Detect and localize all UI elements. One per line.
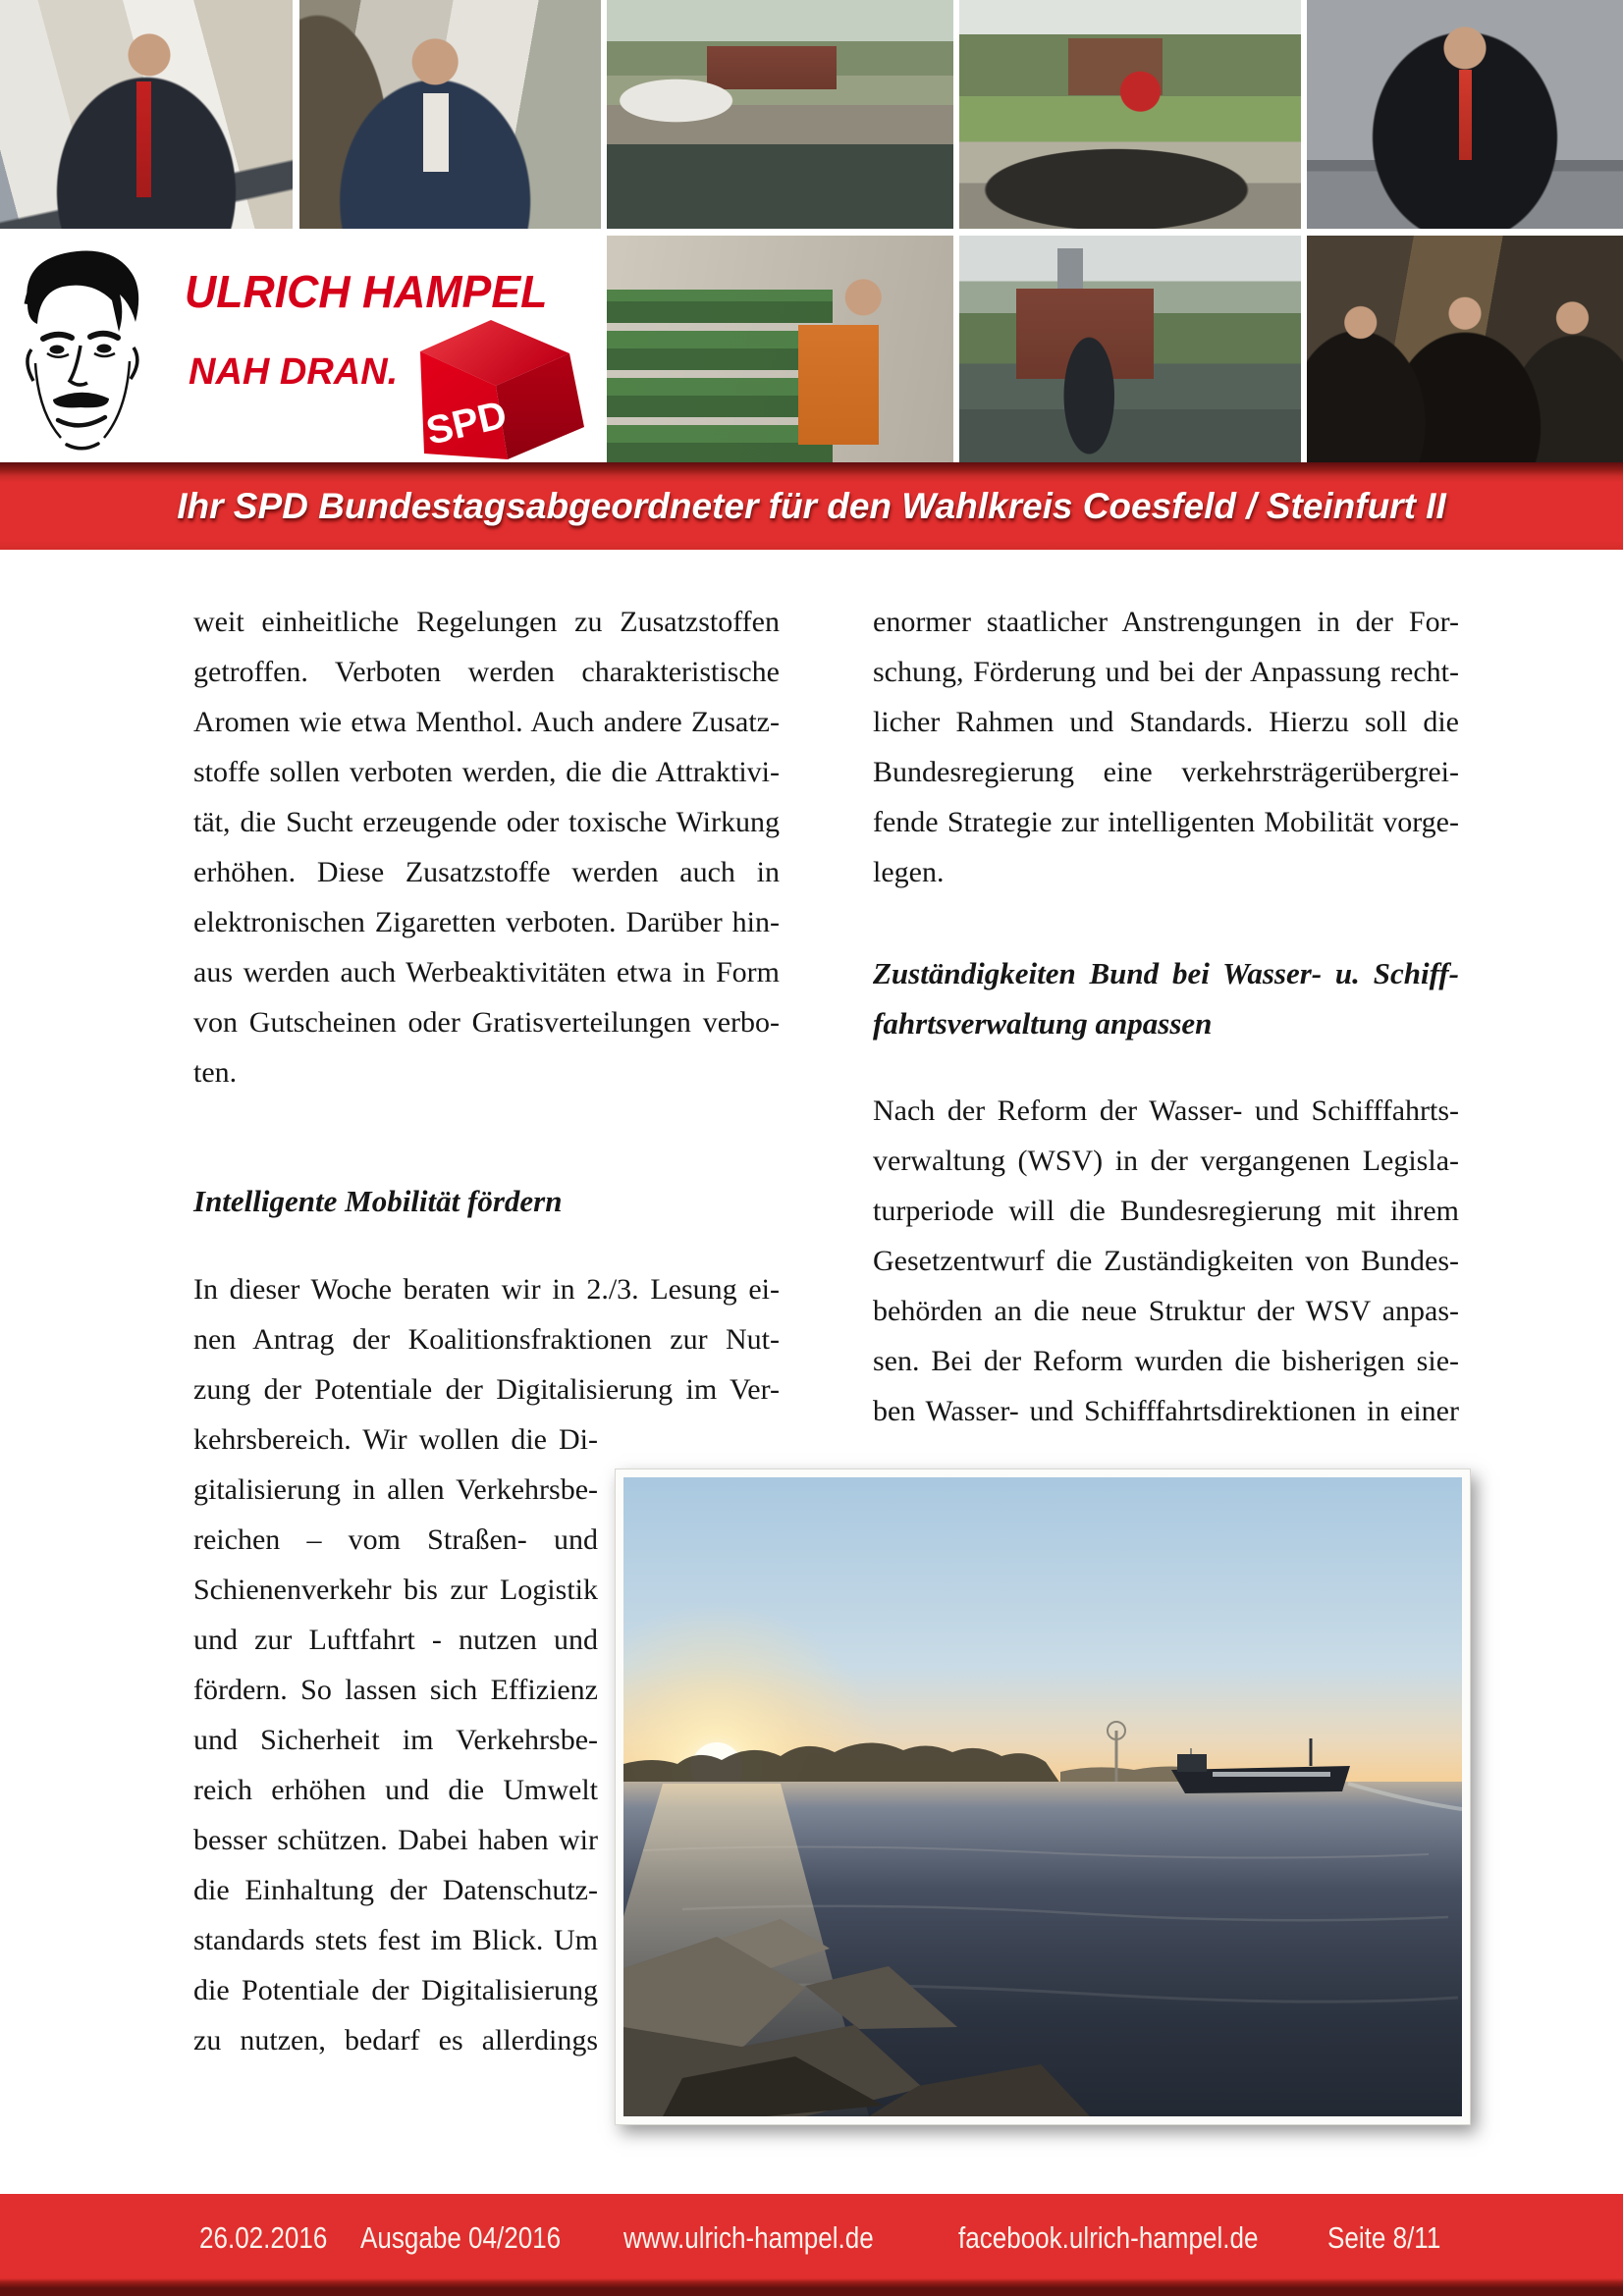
text-line: erhöhen. Diese Zusatzstoffe werden auch in — [193, 856, 780, 888]
paragraph-tobacco-additives — [193, 597, 780, 1097]
text-line: reich erhöhen und die Umwelt — [193, 1774, 598, 1806]
text-line: zu nutzen, bedarf es allerdings — [193, 2024, 598, 2056]
text-line: licher Rahmen und Standards. Hierzu soll die — [873, 706, 1459, 738]
text-line: In dieser Woche beraten wir in 2./3. Lesung ei- — [193, 1273, 780, 1306]
paragraph-strategie — [873, 597, 1459, 897]
portrait-sketch — [14, 243, 151, 459]
text-line: Aromen wie etwa Menthol. Auch andere Zusatz- — [193, 706, 780, 738]
text-line: behörden an die neue Struktur der WSV anpas- — [873, 1295, 1459, 1327]
text-line: schung, Förderung und bei der Anpassung recht- — [873, 656, 1459, 688]
river-sunset-illustration — [623, 1477, 1462, 2116]
text-line: tät, die Sucht erzeugende oder toxische Wirkung — [193, 806, 780, 838]
text-line: turperiode will die Bundesregierung mit ihrem — [873, 1195, 1459, 1227]
header-photo-cycling-group — [959, 0, 1301, 229]
text-line: fördern. So lassen sich Effizienz — [193, 1674, 598, 1706]
text-line: reichen – vom Straßen- und — [193, 1523, 598, 1556]
footer-date: 26.02.2016 — [199, 2220, 328, 2255]
text-line: ben Wasser- und Schifffahrtsdirektionen in einer — [873, 1395, 1459, 1427]
heading-wsv — [873, 948, 1459, 1048]
heading-intelligente-mobilitaet: Intelligente Mobilität fördern — [193, 1184, 563, 1218]
header-photo-moated-house — [607, 0, 953, 229]
header-photo-factory-visit — [1307, 236, 1623, 464]
text-line: die Potentiale der Digitalisierung — [193, 1974, 598, 2006]
text-line: legen. — [873, 856, 945, 888]
text-line: die Einhaltung der Datenschutz- — [193, 1874, 598, 1906]
footer-issue: Ausgabe 04/2016 — [360, 2220, 562, 2255]
text-line: Schienenverkehr bis zur Logistik — [193, 1574, 598, 1606]
text-line: und Sicherheit im Verkehrsbe- — [193, 1724, 598, 1756]
text-line: ten. — [193, 1056, 238, 1089]
text-line: aus werden auch Werbeaktivitäten etwa in Form — [193, 956, 780, 988]
header-photo-conversation-street — [299, 0, 601, 229]
logo-name: ULRICH HAMPEL — [185, 266, 548, 317]
footer-website-link: www.ulrich-hampel.de — [623, 2220, 874, 2255]
text-line: und zur Luftfahrt - nutzen und — [193, 1624, 598, 1656]
slogan-banner — [0, 462, 1623, 550]
text-line: weit einheitliche Regelungen zu Zusatzstoffen — [193, 606, 780, 638]
text-line: Gesetzentwurf die Zuständigkeiten von Bundes- — [873, 1245, 1459, 1277]
text-line: besser schützen. Dabei haben wir — [193, 1824, 598, 1856]
text-line: Zuständigkeiten Bund bei Wasser- u. Schiff- — [873, 956, 1459, 990]
text-line: standards stets fest im Blick. Um — [193, 1924, 598, 1956]
text-line: fahrtsverwaltung anpassen — [873, 1006, 1213, 1041]
text-line: nen Antrag der Koalitionsfraktionen zur Nut- — [193, 1323, 780, 1356]
header-photo-collage — [0, 0, 1623, 464]
article-column-right — [873, 597, 1459, 1436]
text-line: stoffe sollen verboten werden, die die Attraktivi- — [193, 756, 780, 788]
text-line: zung der Potentiale der Digitalisierung im Ver- — [193, 1373, 780, 1406]
logo-tagline: NAH DRAN. — [189, 351, 399, 393]
text-line: verwaltung (WSV) in der vergangenen Legisla- — [873, 1145, 1459, 1177]
header-photo-bundestag-speech — [1307, 0, 1623, 229]
header-photo-portrait-train — [0, 0, 293, 229]
text-line: kehrsbereich. Wir wollen die Di- — [193, 1423, 598, 1456]
text-line: elektronischen Zigaretten verboten. Darüber hin- — [193, 906, 780, 938]
text-line: Bundesregierung eine verkehrsträgerübergrei- — [873, 756, 1459, 788]
footer-facebook-link: facebook.ulrich-hampel.de — [958, 2220, 1259, 2255]
river-sunset-photo — [615, 1468, 1471, 2125]
spd-cube-text: SPD — [422, 393, 512, 454]
text-line: gitalisierung in allen Verkehrsbe- — [193, 1473, 598, 1506]
paragraph-digitalisierung-narrow — [193, 1415, 598, 2065]
slogan-text: Ihr SPD Bundestagsabgeordneter für den Wahlkreis Coesfeld / Steinfurt II — [177, 485, 1446, 526]
spd-cube-logo — [417, 319, 589, 466]
text-line: sen. Bei der Reform wurden die bisherigen sie- — [873, 1345, 1459, 1377]
footer-page-number: Seite 8/11 — [1327, 2220, 1441, 2255]
text-line: enormer staatlicher Anstrengungen in der For- — [873, 606, 1459, 638]
text-line: von Gutscheinen oder Gratisverteilungen verbo- — [193, 1006, 780, 1039]
paragraph-digitalisierung-wide — [193, 1264, 780, 1415]
text-line: Nach der Reform der Wasser- und Schifffahrts- — [873, 1095, 1459, 1127]
header-photo-food-bank — [607, 236, 953, 464]
paragraph-wsv-reform — [873, 1086, 1459, 1436]
header-photo-castle-bridge — [959, 236, 1301, 464]
text-line: fende Strategie zur intelligenten Mobilität vorge- — [873, 806, 1459, 838]
text-line: getroffen. Verboten werden charakteristische — [193, 656, 780, 688]
